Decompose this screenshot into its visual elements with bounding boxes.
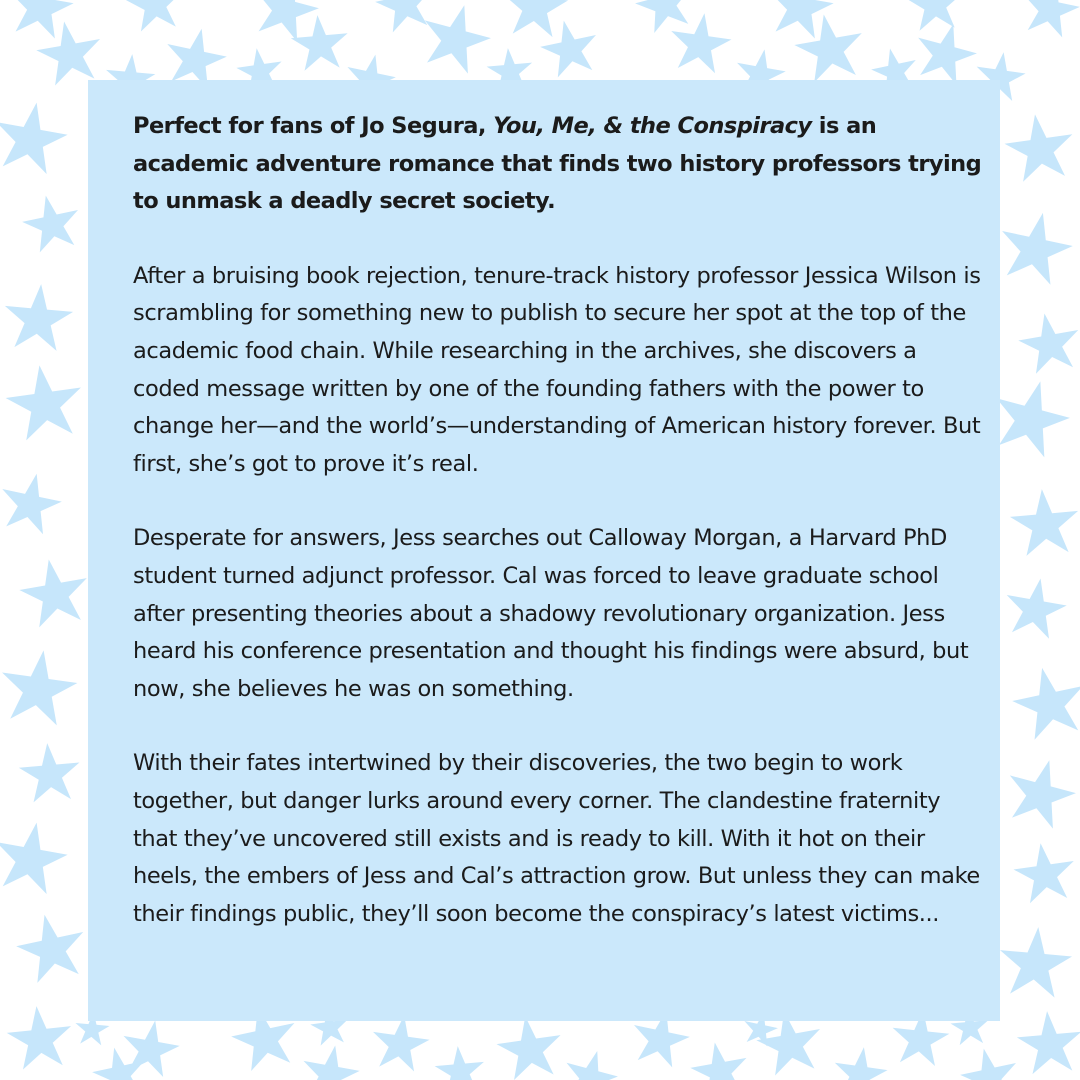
star-icon bbox=[830, 1044, 890, 1080]
star-icon bbox=[1017, 0, 1080, 40]
star-icon bbox=[956, 1043, 1023, 1080]
star-icon bbox=[18, 190, 85, 255]
star-icon bbox=[1007, 660, 1080, 742]
lead-paragraph bbox=[133, 108, 983, 221]
star-icon bbox=[433, 1044, 486, 1080]
star-icon bbox=[32, 16, 106, 88]
star-icon bbox=[999, 751, 1080, 832]
star-icon bbox=[493, 1012, 566, 1080]
lead-text-end: is an academic adventure romance that finds two history professors trying to unmask a deadly secret society. bbox=[133, 113, 982, 215]
star-icon bbox=[4, 1003, 75, 1071]
star-icon bbox=[289, 13, 351, 72]
star-icon bbox=[298, 1041, 364, 1080]
star-icon bbox=[558, 1044, 623, 1080]
star-icon bbox=[1001, 110, 1078, 184]
star-icon bbox=[1014, 308, 1080, 376]
star-icon bbox=[0, 467, 66, 536]
blurb-panel bbox=[88, 80, 1000, 1021]
star-icon bbox=[687, 1038, 753, 1080]
star-icon bbox=[414, 0, 497, 77]
body-paragraph-1: After a bruising book rejection, tenure-track history professor Jessica Wilson is scrambling for something new to publish to secure her spot at the top of the academic food chain. While researching in the archives, she discovers a coded message written by one of the founding fathers with the power to change her—and the world’s—understanding of American history forever. But first, she’s got to prove it’s real. bbox=[133, 262, 981, 477]
star-icon bbox=[1010, 839, 1078, 905]
star-icon bbox=[909, 16, 983, 88]
star-icon bbox=[11, 908, 92, 986]
star-icon bbox=[904, 0, 966, 32]
star-icon bbox=[993, 205, 1078, 287]
star-icon bbox=[1008, 486, 1080, 557]
star-icon bbox=[500, 0, 570, 38]
star-icon bbox=[1015, 1008, 1080, 1075]
body-paragraph-3: With their fates intertwined by their discoveries, the two begin to work together, but danger lurks around every corner. The clandestine fraternity that they’ve uncovered still exists and is ready to kill. With it hot on their heels, the embers of Jess and Cal’s attraction grow. But unless they can make their findings public, they’ll soon become the conspiracy’s latest victims... bbox=[133, 750, 980, 927]
star-icon bbox=[0, 816, 72, 896]
body-paragraph-2: Desperate for answers, Jess searches out Calloway Morgan, a Harvard PhD student turned adjunct professor. Cal was forced to leave graduate school after presenting theories about a shadowy revolutionary organization. Jess heard his conference presentation and thought his findings were absurd, but now, she believes he was on something. bbox=[133, 525, 969, 702]
star-icon bbox=[371, 0, 438, 35]
star-icon bbox=[15, 554, 94, 630]
star-icon bbox=[2, 360, 87, 442]
star-icon bbox=[17, 740, 83, 803]
star-icon bbox=[630, 0, 699, 36]
lead-text-start: Perfect for fans of Jo Segura, bbox=[133, 113, 494, 139]
star-icon bbox=[0, 645, 81, 727]
star-icon bbox=[1, 281, 75, 352]
book-title: You, Me, & the Conspiracy bbox=[493, 113, 812, 139]
star-icon bbox=[1001, 573, 1071, 641]
star-icon bbox=[0, 96, 72, 176]
star-icon bbox=[996, 924, 1074, 999]
star-icon bbox=[123, 0, 187, 33]
